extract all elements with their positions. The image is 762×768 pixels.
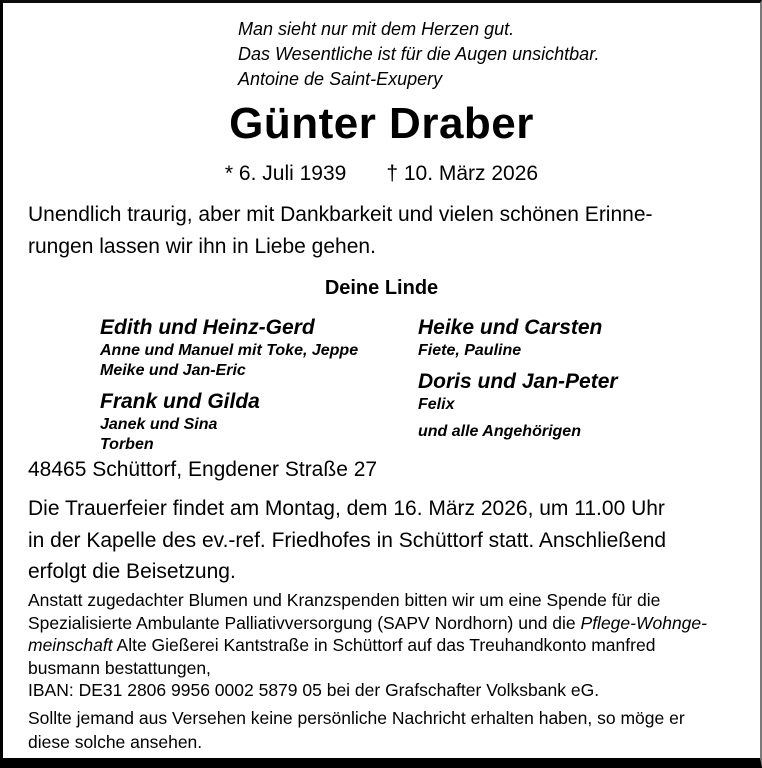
text-line	[28, 612, 707, 635]
mourner-subline: Torben	[100, 436, 154, 453]
text-line: Man sieht nur mit dem Herzen gut.	[238, 19, 515, 39]
text-line	[28, 634, 707, 657]
text-segment: Anstatt zugedachter Blumen und Kranzspenden bitten wir um eine Spende für die	[28, 590, 661, 610]
mourner-group	[418, 314, 738, 361]
text-line: Antoine de Saint-Exupery	[238, 69, 443, 89]
text-line: Das Wesentliche ist für die Augen unsichtbar.	[238, 44, 600, 64]
donation-paragraph	[28, 589, 707, 702]
deceased-name: Günter Draber	[229, 99, 534, 148]
text-segment: busmann bestattungen,	[28, 657, 211, 678]
mourner-subline: Fiete, Pauline	[418, 342, 522, 359]
mourner-name: Doris und Jan-Peter	[418, 370, 618, 393]
text-line: Die Trauerfeier findet am Montag, dem 16. März 2026, um 11.00 Uhr	[28, 497, 665, 520]
death-date: † 10. März 2026	[386, 162, 539, 185]
text-line	[28, 679, 707, 702]
mourner-subline: Felix	[418, 396, 455, 413]
mourner-subline: Janek und Sina	[100, 416, 218, 433]
intro-paragraph	[28, 199, 653, 262]
mourner-subline: Meike und Jan-Eric	[100, 362, 246, 379]
mourners-column-left	[100, 314, 415, 462]
text-segment: IBAN: DE31 2806 9956 0002 5879 05 bei der Grafschafter Volksbank eG.	[28, 680, 600, 700]
mourner-group	[418, 368, 738, 415]
text-segment: Alte Gießerei Kantstraße in Schüttorf auf das Treuhandkonto manfred	[112, 635, 656, 655]
closing-paragraph	[28, 706, 685, 754]
ceremony-paragraph	[28, 493, 666, 588]
text-line: diese solche ansehen.	[28, 732, 203, 752]
text-line: Sollte jemand aus Versehen keine persönliche Nachricht erhalten haben, so möge er	[28, 708, 685, 728]
mourner-group	[418, 422, 738, 442]
text-segment: Spezialisierte Ambulante Palliativversorgung (SAPV Nordhorn) und die	[28, 612, 581, 633]
text-line	[28, 589, 707, 612]
mourner-group	[100, 388, 415, 455]
text-line: Unendlich traurig, aber mit Dankbarkeit und vielen schönen Erinne-	[28, 203, 653, 226]
mourner-subline: und alle Angehörigen	[418, 423, 581, 440]
address-line: 48465 Schüttorf, Engdener Straße 27	[28, 458, 378, 481]
mourner-name: Heike und Carsten	[418, 316, 603, 339]
mourner-name: Edith und Heinz-Gerd	[100, 316, 315, 339]
mourner-group	[100, 314, 415, 381]
text-line: erfolgt die Beisetzung.	[28, 560, 236, 583]
text-line	[28, 657, 707, 680]
text-line: in der Kapelle des ev.-ref. Friedhofes in Schüttorf statt. Anschließend	[28, 528, 667, 552]
italic-text-segment: meinschaft	[28, 635, 113, 655]
mourner-subline: Anne und Manuel mit Toke, Jeppe	[100, 342, 359, 359]
italic-text-segment: Pflege-Wohnge-	[580, 612, 707, 633]
mourners-column-right	[418, 314, 738, 449]
birth-date: * 6. Juli 1939	[224, 162, 347, 185]
life-dates	[3, 161, 760, 186]
text-line: rungen lassen wir ihn in Liebe gehen.	[28, 234, 376, 258]
memorial-quote	[238, 17, 600, 92]
spouse-signature: Deine Linde	[324, 277, 439, 299]
mourner-name: Frank und Gilda	[100, 390, 260, 413]
